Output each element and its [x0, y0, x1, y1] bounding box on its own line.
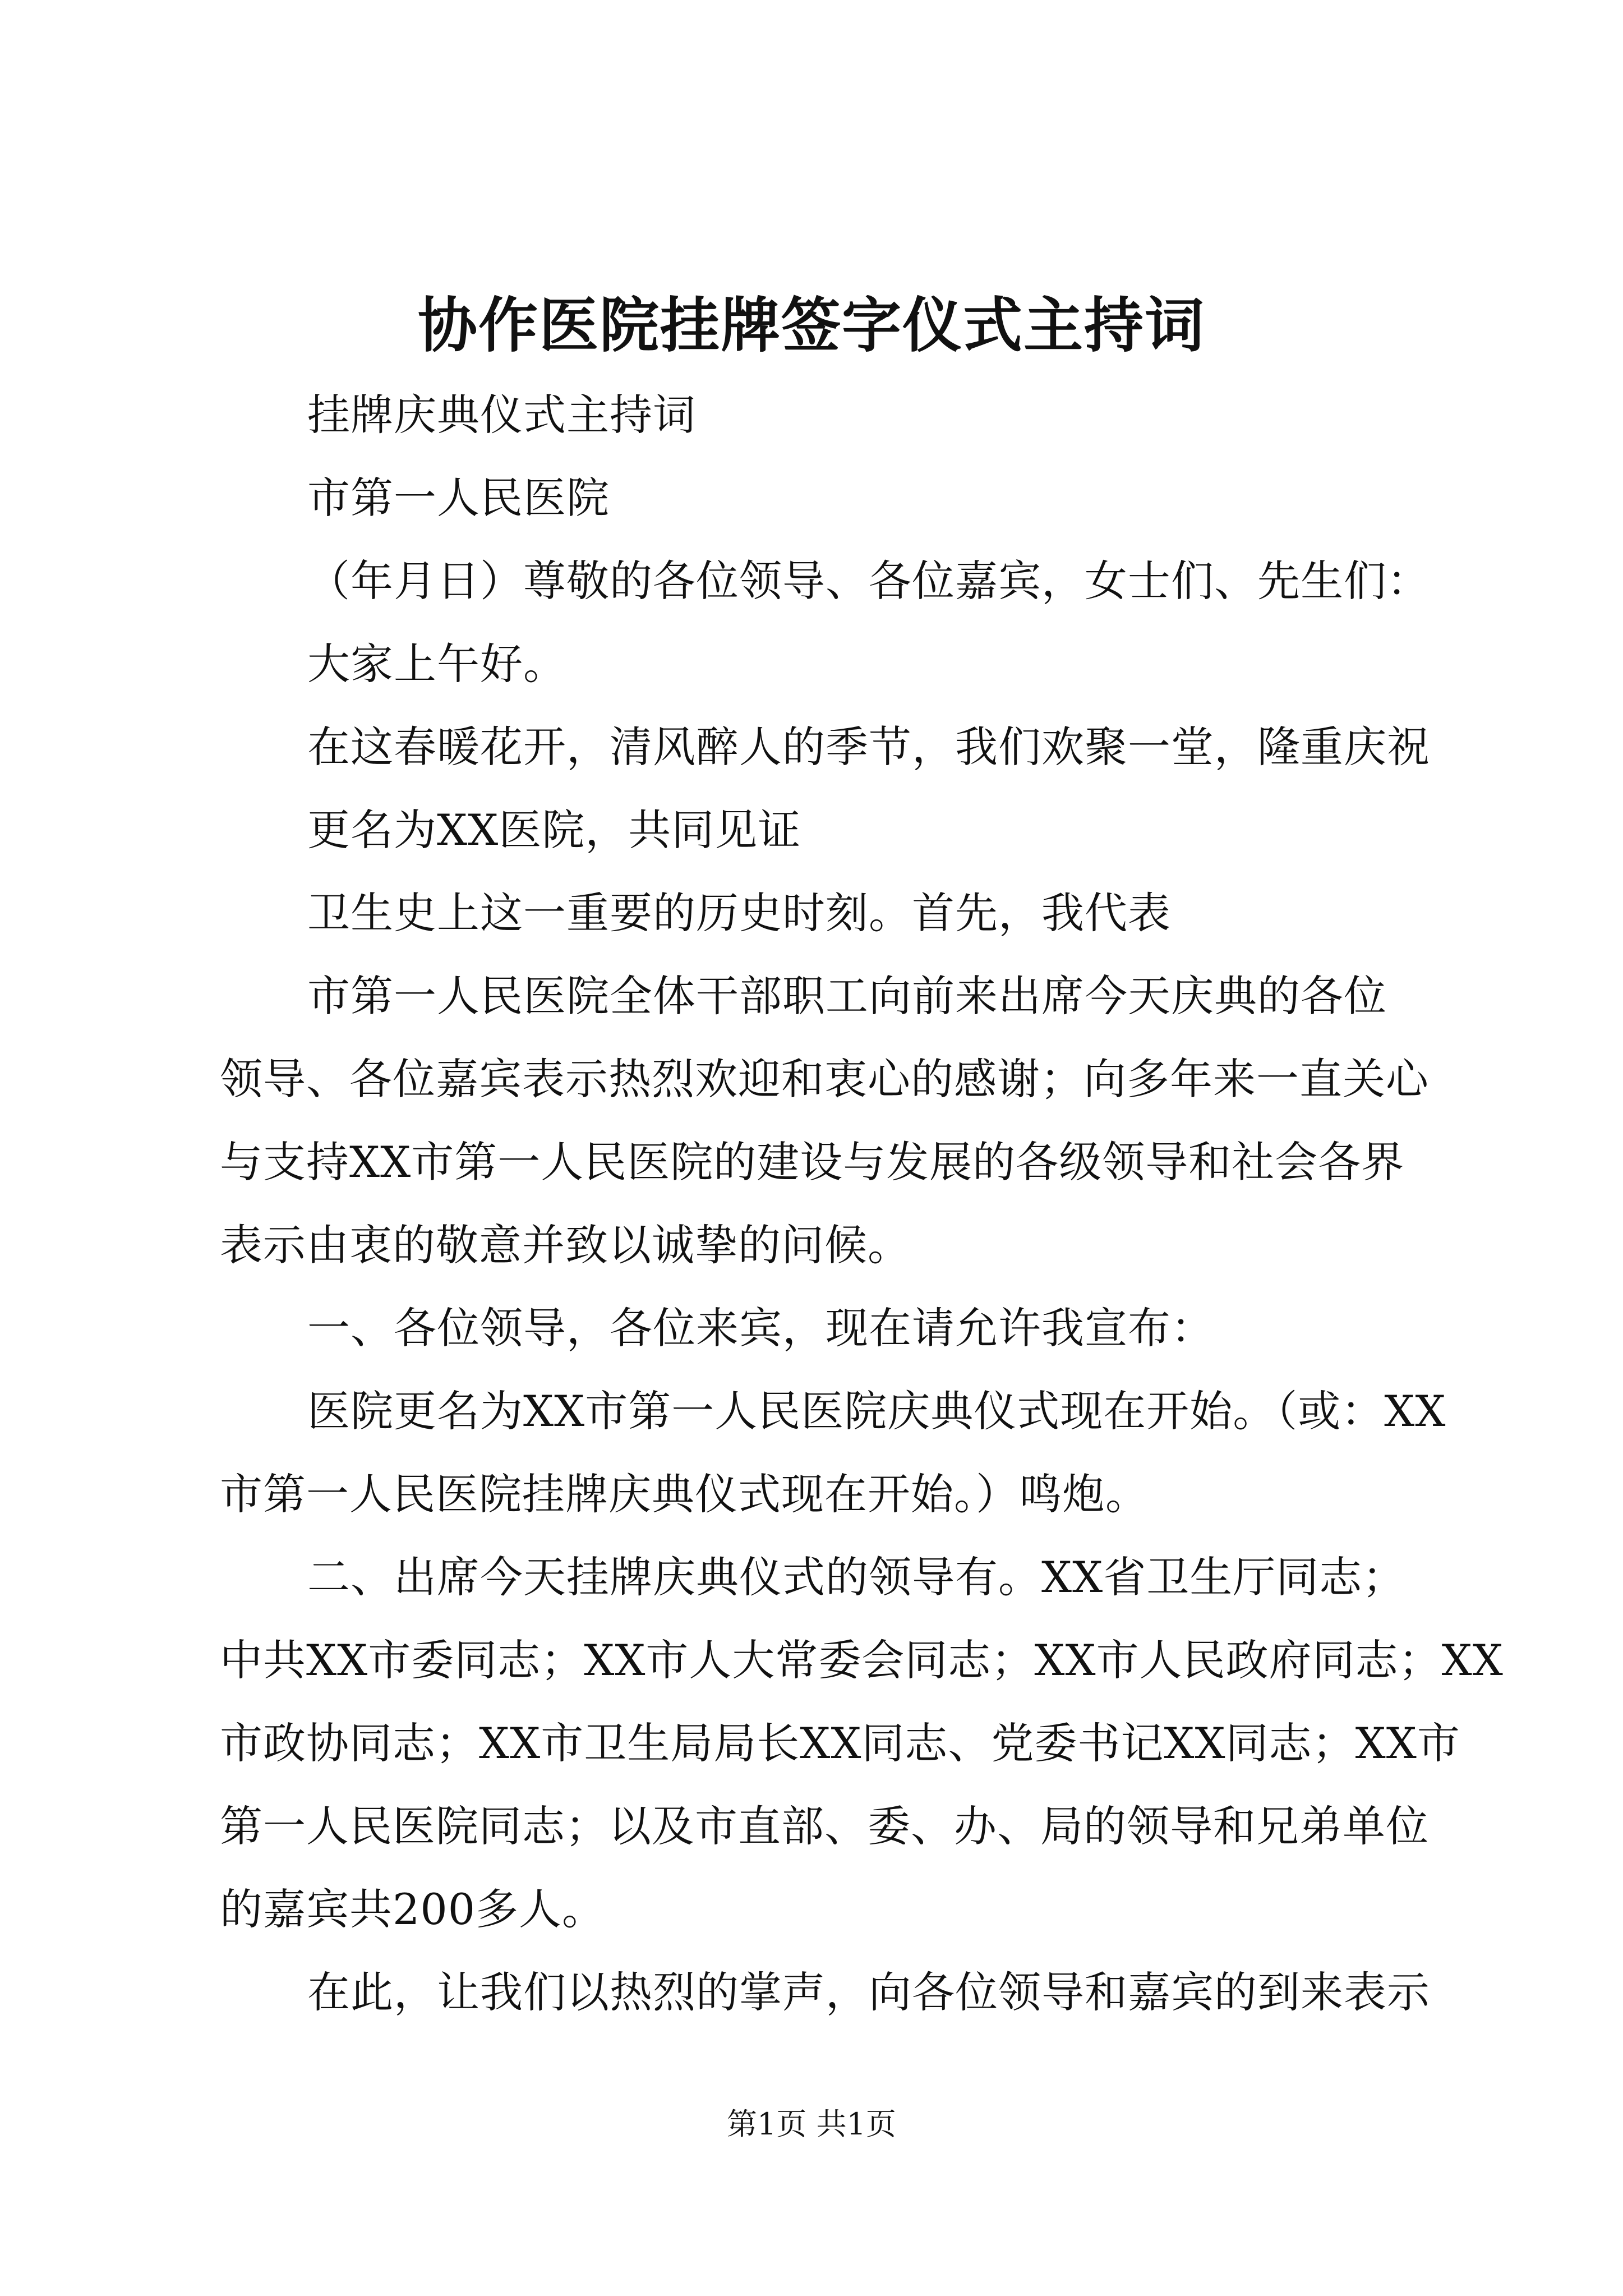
page-footer: 第1页 共1页: [727, 2106, 896, 2142]
text-line: 挂牌庆典仪式主持词: [307, 390, 696, 440]
text-line: 在这春暖花开，清风醉人的季节，我们欢聚一堂，隆重庆祝: [307, 722, 1430, 772]
text-line: 市第一人民医院挂牌庆典仪式现在开始。）鸣炮。: [220, 1469, 1149, 1519]
text-line: 一、各位领导，各位来宾，现在请允许我宣布：: [307, 1303, 1214, 1353]
document-title: 协作医院挂牌签字仪式主持词: [418, 290, 1205, 360]
text-line: 市第一人民医院全体干部职工向前来出席今天庆典的各位: [307, 971, 1387, 1021]
text-line: 医院更名为XX市第一人民医院庆典仪式现在开始。（或：XX: [307, 1386, 1446, 1436]
text-line: 更名为XX医院，共同见证: [307, 805, 801, 855]
text-line: 表示由衷的敬意并致以诚挚的问候。: [220, 1220, 911, 1270]
text-line: 二、出席今天挂牌庆典仪式的领导有。XX省卫生厅同志；: [307, 1552, 1406, 1602]
text-line: 领导、各位嘉宾表示热烈欢迎和衷心的感谢；向多年来一直关心: [220, 1054, 1429, 1104]
text-line: 的嘉宾共200多人。: [220, 1884, 606, 1934]
text-line: 市政协同志；XX市卫生局局长XX同志、党委书记XX同志；XX市: [220, 1718, 1460, 1768]
text-line: 与支持XX市第一人民医院的建设与发展的各级领导和社会各界: [220, 1137, 1405, 1187]
text-line: 在此，让我们以热烈的掌声，向各位领导和嘉宾的到来表示: [307, 1967, 1430, 2017]
text-line: （年月日）尊敬的各位领导、各位嘉宾，女士们、先生们：: [307, 556, 1430, 606]
text-line: 大家上午好。: [307, 639, 566, 689]
text-line: 第一人民医院同志；以及市直部、委、办、局的领导和兄弟单位: [220, 1801, 1429, 1851]
text-line: 卫生史上这一重要的历史时刻。首先，我代表: [307, 888, 1171, 938]
text-line: 市第一人民医院: [307, 473, 610, 523]
text-line: 中共XX市委同志；XX市人大常委会同志；XX市人民政府同志；XX: [220, 1635, 1504, 1685]
